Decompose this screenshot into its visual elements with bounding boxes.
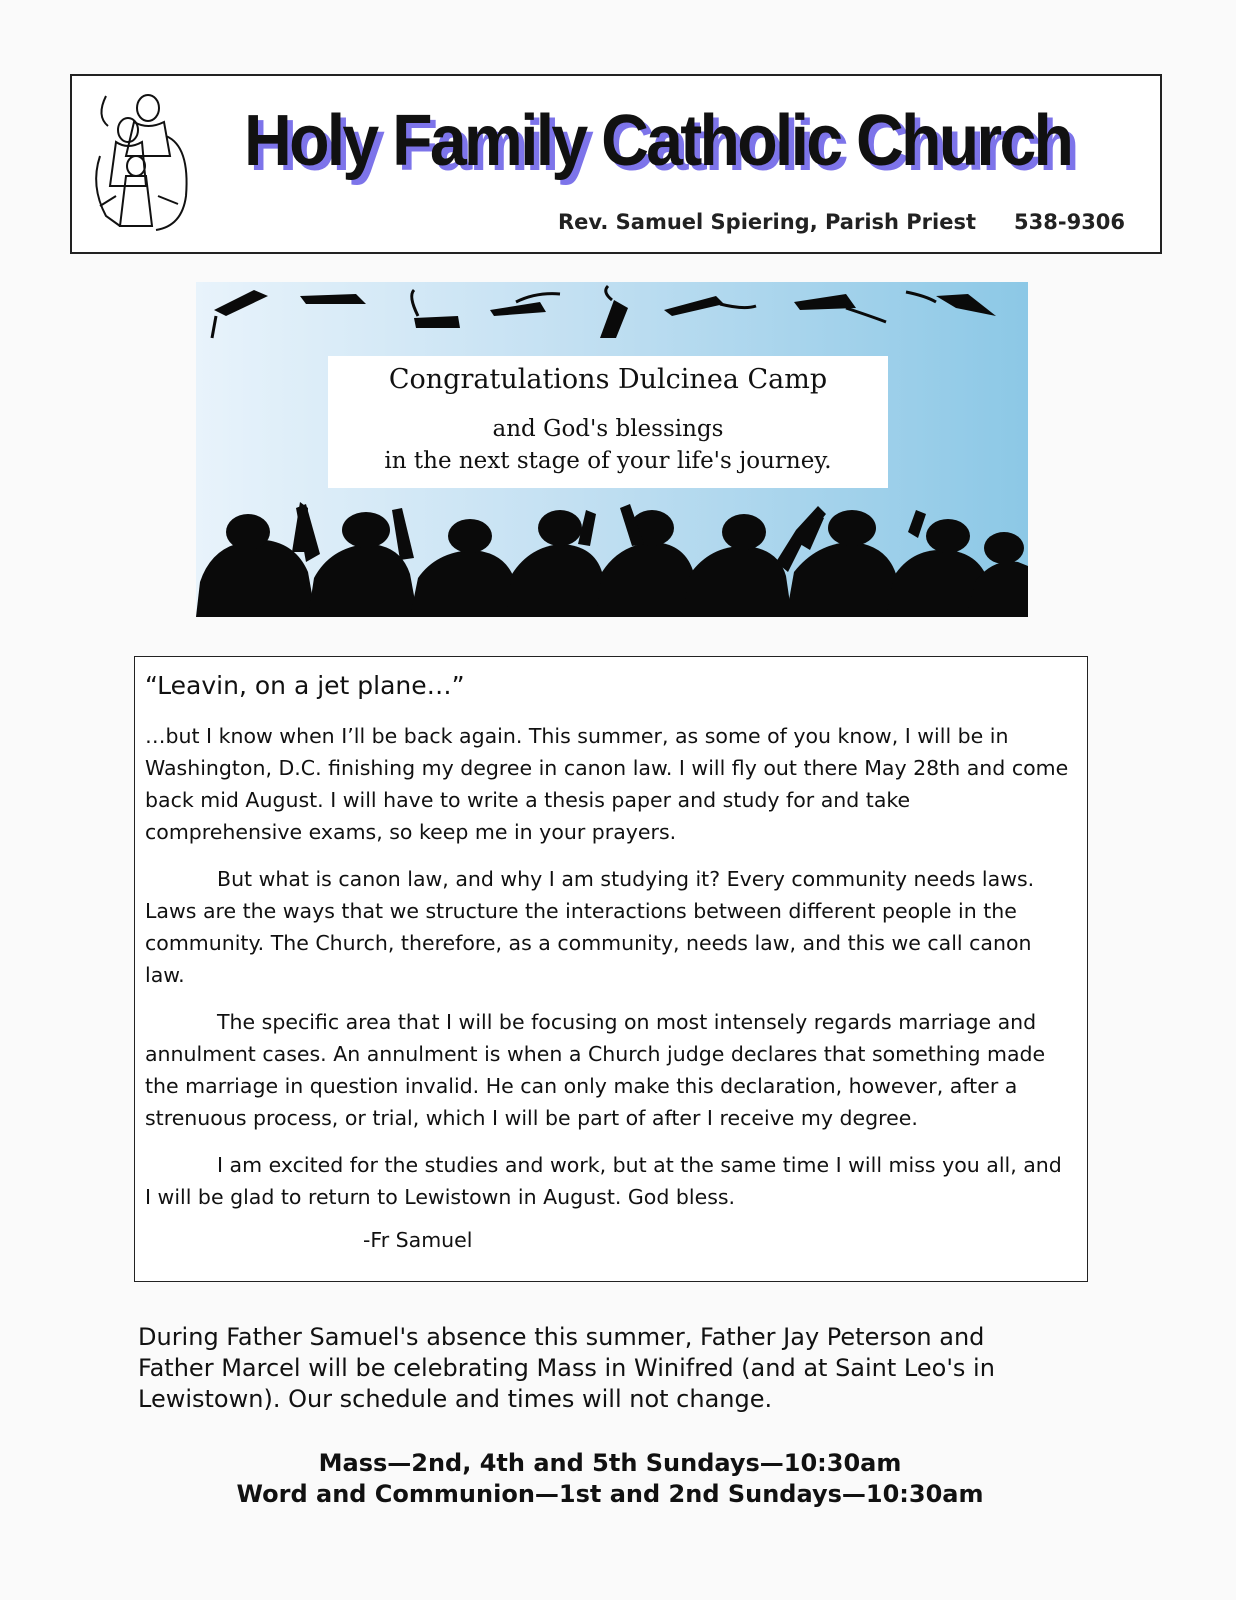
church-title: Holy Family Catholic Church	[244, 101, 1072, 181]
holy-family-icon	[86, 86, 196, 236]
absence-notice: During Father Samuel's absence this summer, Father Jay Peterson and Father Marcel will be celebrating Mass in Winifred (and at Saint Leo's in Lewistown). Our schedule and times will not change.	[138, 1323, 995, 1413]
mass-schedule	[138, 1448, 1082, 1510]
graduation-banner	[196, 282, 1028, 617]
letter-heading: “Leavin, on a jet plane…”	[145, 671, 465, 700]
letter-signature: -Fr Samuel	[363, 1228, 473, 1252]
graduate-silhouettes	[196, 502, 1028, 617]
letter-paragraph-2: But what is canon law, and why I am studying it? Every community needs laws. Laws are the ways that we structure the interactions between different people in the community. The Church, therefore, as a community, needs law, and this we call canon law.	[145, 867, 1035, 987]
letter-paragraph-1: …but I know when I’ll be back again. This summer, as some of you know, I will be in Washington, D.C. finishing my degree in canon law. I will fly out there May 28th and come back mid August. I will have to write a thesis paper and study for and take comprehensive exams, so keep me in your prayers.	[145, 724, 1069, 844]
communion-times: Word and Communion—1st and 2nd Sundays—10:30am	[236, 1480, 984, 1508]
letter-paragraph-3: The specific area that I will be focusing on most intensely regards marriage and annulment cases. An annulment is when a Church judge declares that something made the marriage in question invalid. He can only make this declaration, however, after a strenuous process, or trial, which I will be part of after I receive my degree.	[145, 1010, 1046, 1130]
priest-name: Rev. Samuel Spiering, Parish Priest	[558, 210, 977, 234]
priest-line	[558, 210, 1125, 234]
masthead	[70, 74, 1162, 254]
letter-paragraph-4: I am excited for the studies and work, but at the same time I will miss you all, and I will be glad to return to Lewistown in August. God bless.	[145, 1153, 1062, 1209]
mass-times: Mass—2nd, 4th and 5th Sundays—10:30am	[318, 1449, 902, 1477]
blessing-text	[328, 413, 888, 477]
mortarboard-caps	[212, 286, 996, 338]
blessing-line-1: and God's blessings	[492, 416, 724, 442]
congratulations-card	[328, 356, 888, 488]
blessing-line-2: in the next stage of your life's journey.	[384, 448, 832, 474]
parish-phone: 538-9306	[1014, 210, 1126, 234]
congratulations-title: Congratulations Dulcinea Camp	[388, 364, 828, 395]
pastor-letter	[134, 656, 1088, 1282]
